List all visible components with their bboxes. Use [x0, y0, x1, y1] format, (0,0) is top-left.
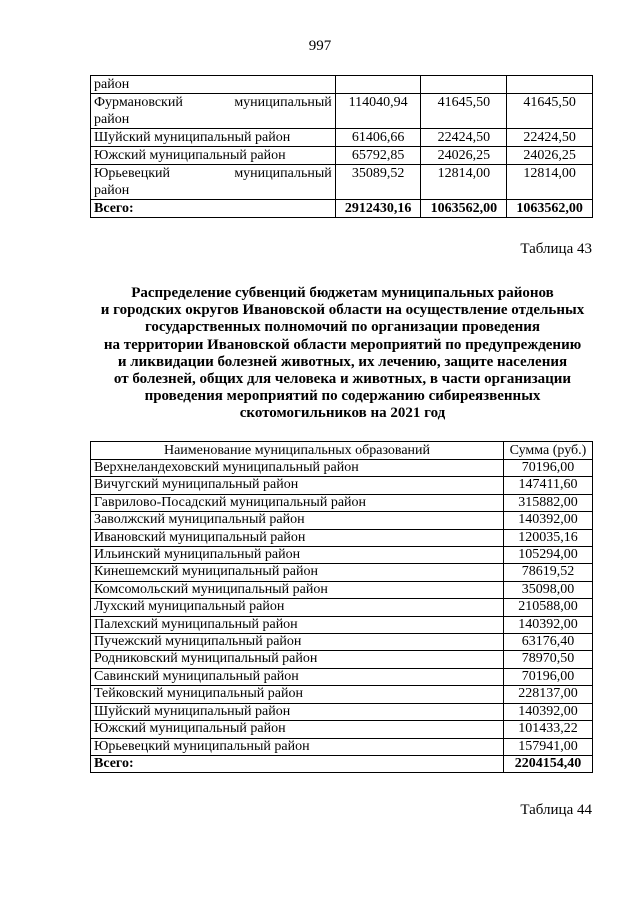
municipality-name-cell: Ивановский муниципальный район: [91, 529, 504, 546]
amount-cell: 65792,85: [335, 147, 421, 165]
total-label: Всего:: [91, 755, 504, 772]
municipality-name-cell: Верхнеландеховский муниципальный район: [91, 460, 504, 477]
amount-cell: 41645,50: [507, 94, 593, 129]
municipality-name-cell: [91, 76, 336, 94]
municipality-name-cell: Южский муниципальный район: [91, 721, 504, 738]
table-row: [91, 529, 593, 546]
name-part: район: [94, 183, 130, 198]
amount-cell: 35098,00: [504, 581, 593, 598]
name-line: [94, 94, 332, 111]
municipality-name-cell: Пучежский муниципальный район: [91, 634, 504, 651]
amount-cell: 78970,50: [504, 651, 593, 668]
table-caption-44: Таблица 44: [520, 802, 592, 818]
table-row: [91, 668, 593, 685]
table-row: [91, 94, 593, 129]
total-amount-cell: 1063562,00: [421, 200, 507, 218]
table-row: [91, 616, 593, 633]
amount-cell: 22424,50: [507, 129, 593, 147]
amount-cell: 12814,00: [421, 165, 507, 200]
amount-cell: [335, 76, 421, 94]
table-row: [91, 147, 593, 165]
table-row: [91, 129, 593, 147]
amount-cell: 157941,00: [504, 738, 593, 755]
amount-cell: 70196,00: [504, 668, 593, 685]
amount-cell: 114040,94: [335, 94, 421, 129]
table-row: [91, 564, 593, 581]
total-amount-cell: 2204154,40: [504, 755, 593, 772]
amount-cell: 210588,00: [504, 599, 593, 616]
amount-cell: 228137,00: [504, 686, 593, 703]
total-amount-cell: 2912430,16: [335, 200, 421, 218]
table-row: [91, 460, 593, 477]
name-part: Шуйский муниципальный район: [94, 130, 291, 145]
table-row: [91, 738, 593, 755]
amount-cell: 315882,00: [504, 494, 593, 511]
amount-cell: [507, 76, 593, 94]
table-row: [91, 512, 593, 529]
name-part: Юрьевецкий: [94, 166, 171, 181]
municipality-name-cell: Шуйский муниципальный район: [91, 703, 504, 720]
document-title: [70, 285, 615, 423]
total-amount-cell: 1063562,00: [507, 200, 593, 218]
amount-cell: 24026,25: [421, 147, 507, 165]
table-row: [91, 547, 593, 564]
name-part: район: [94, 112, 130, 127]
name-line: [94, 111, 332, 128]
municipality-name-cell: Гаврилово-Посадский муниципальный район: [91, 494, 504, 511]
amount-cell: 35089,52: [335, 165, 421, 200]
table-row: [91, 721, 593, 738]
municipality-name-cell: Палехский муниципальный район: [91, 616, 504, 633]
total-label: Всего:: [91, 200, 336, 218]
municipality-name-cell: [91, 165, 336, 200]
amount-cell: 22424,50: [421, 129, 507, 147]
table-row: [91, 703, 593, 720]
title-line: проведения мероприятий по содержанию сибиреязвенных: [144, 388, 541, 405]
amount-cell: 105294,00: [504, 547, 593, 564]
continuation-table: [90, 75, 593, 218]
amount-cell: 41645,50: [421, 94, 507, 129]
name-line: [94, 129, 332, 146]
table-row: [91, 477, 593, 494]
municipality-name-cell: Савинский муниципальный район: [91, 668, 504, 685]
table-row: [91, 634, 593, 651]
name-part: муниципальный: [234, 166, 332, 181]
table-row: [91, 581, 593, 598]
subvention-table: [90, 441, 593, 773]
table-row: [91, 686, 593, 703]
title-line: и ликвидации болезней животных, их лечению, защите населения: [117, 353, 568, 370]
municipality-name-cell: Ильинский муниципальный район: [91, 547, 504, 564]
name-part: Южский муниципальный район: [94, 148, 286, 163]
municipality-name-cell: Юрьевецкий муниципальный район: [91, 738, 504, 755]
amount-cell: 140392,00: [504, 512, 593, 529]
amount-cell: 101433,22: [504, 721, 593, 738]
amount-cell: 12814,00: [507, 165, 593, 200]
table-caption-43: Таблица 43: [520, 241, 592, 257]
table-header-row: [91, 442, 593, 460]
total-row: [91, 755, 593, 772]
title-line: на территории Ивановской области мероприятий по предупреждению: [103, 336, 582, 353]
amount-cell: 24026,25: [507, 147, 593, 165]
header-municipality: Наименование муниципальных образований: [91, 442, 504, 460]
municipality-name-cell: Комсомольский муниципальный район: [91, 581, 504, 598]
name-part: район: [94, 77, 130, 92]
name-part: Фурмановский: [94, 95, 183, 110]
name-part: муниципальный: [234, 95, 332, 110]
amount-cell: 140392,00: [504, 616, 593, 633]
table-row: [91, 494, 593, 511]
amount-cell: 70196,00: [504, 460, 593, 477]
table-row: [91, 651, 593, 668]
amount-cell: 78619,52: [504, 564, 593, 581]
title-line: Распределение субвенций бюджетам муниципальных районов: [131, 285, 554, 301]
title-line: государственных полномочий по организации проведения: [144, 319, 541, 336]
municipality-name-cell: [91, 147, 336, 165]
name-line: [94, 147, 332, 164]
municipality-name-cell: Заволжский муниципальный район: [91, 512, 504, 529]
amount-cell: 140392,00: [504, 703, 593, 720]
amount-cell: 61406,66: [335, 129, 421, 147]
table-row: [91, 165, 593, 200]
municipality-name-cell: [91, 94, 336, 129]
header-amount: Сумма (руб.): [504, 442, 593, 460]
municipality-name-cell: Кинешемский муниципальный район: [91, 564, 504, 581]
page-number: 997: [308, 38, 332, 54]
amount-cell: [421, 76, 507, 94]
amount-cell: 63176,40: [504, 634, 593, 651]
name-line: [94, 76, 332, 93]
table-row: [91, 76, 593, 94]
total-row: [91, 200, 593, 218]
municipality-name-cell: Вичугский муниципальный район: [91, 477, 504, 494]
amount-cell: 147411,60: [504, 477, 593, 494]
amount-cell: 120035,16: [504, 529, 593, 546]
municipality-name-cell: [91, 129, 336, 147]
name-line: [94, 165, 332, 182]
table-row: [91, 599, 593, 616]
title-line: скотомогильников на 2021 год: [239, 405, 446, 422]
municipality-name-cell: Родниковский муниципальный район: [91, 651, 504, 668]
title-line: от болезней, общих для человека и животных, в части организации: [113, 371, 572, 388]
title-line: и городских округов Ивановской области на осуществление отдельных: [100, 302, 585, 319]
municipality-name-cell: Тейковский муниципальный район: [91, 686, 504, 703]
name-line: [94, 182, 332, 199]
municipality-name-cell: Лухский муниципальный район: [91, 599, 504, 616]
